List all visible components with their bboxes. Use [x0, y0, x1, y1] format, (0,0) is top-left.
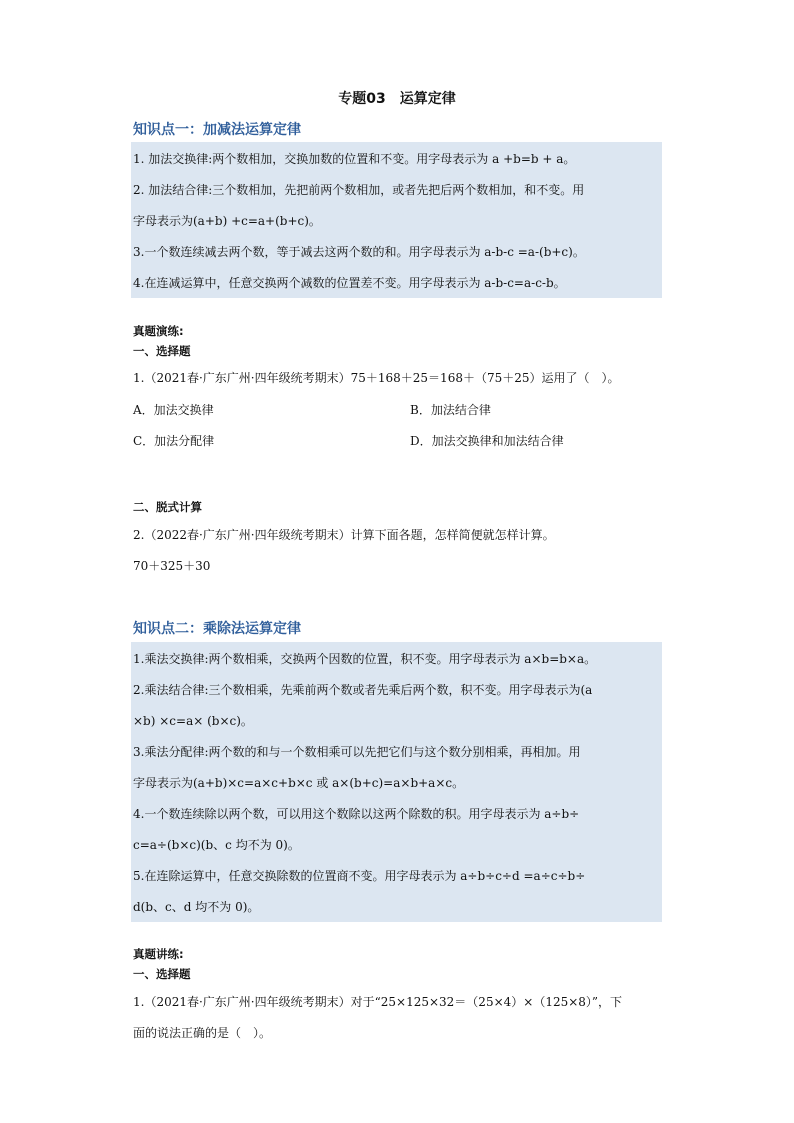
section2-heading: 知识点二：乘除法运算定律 — [133, 621, 301, 637]
practice1-question-1: 1.（2021春·广东广州·四年级统考期末）75＋168＋25＝168＋（75＋25）运用了（ ）。 — [133, 371, 620, 385]
practice1-part2-heading: 二、脱式计算 — [133, 500, 202, 514]
section1-line: 4.在连减运算中，任意交换两个减数的位置差不变。用字母表示为 a-b-c=a-c-b。 — [133, 276, 566, 290]
section2-line: d(b、c、d 均不为 0)。 — [133, 900, 260, 914]
practice1-heading: 真题演练: — [133, 324, 184, 338]
practice1-part1-heading: 一、选择题 — [133, 344, 191, 358]
section2-line: ×b) ×c=a× (b×c)。 — [133, 714, 253, 728]
page-title: 专题03 运算定律 — [338, 91, 456, 107]
practice2-question-1-line2: 面的说法正确的是（ ）。 — [133, 1026, 272, 1040]
section1-line: 3.一个数连续减去两个数，等于减去这两个数的和。用字母表示为 a-b-c =a-(b+c)。 — [133, 245, 585, 259]
section1-heading: 知识点一：加减法运算定律 — [133, 122, 301, 138]
section1-box — [131, 142, 662, 298]
practice1-question-2-expression: 70＋325＋30 — [133, 559, 211, 573]
section2-line: 1.乘法交换律:两个数相乘，交换两个因数的位置，积不变。用字母表示为 a×b=b×a。 — [133, 652, 597, 666]
section1-line: 1. 加法交换律:两个数相加，交换加数的位置和不变。用字母表示为 a +b=b + a。 — [133, 152, 576, 166]
practice1-question-2: 2.（2022春·广东广州·四年级统考期末）计算下面各题，怎样简便就怎样计算。 — [133, 528, 555, 542]
practice2-part1-heading: 一、选择题 — [133, 967, 191, 981]
option-a: A．加法交换律 — [133, 403, 214, 417]
section2-line: 5.在连除运算中，任意交换除数的位置商不变。用字母表示为 a÷b÷c÷d =a÷c÷b÷ — [133, 869, 586, 883]
section2-line: 字母表示为(a+b)×c=a×c+b×c 或 a×(b+c)=a×b+a×c。 — [133, 776, 465, 790]
section1-line: 字母表示为(a+b) +c=a+(b+c)。 — [133, 214, 321, 228]
option-d: D．加法交换律和加法结合律 — [410, 434, 564, 448]
section2-line: 3.乘法分配律:两个数的和与一个数相乘可以先把它们与这个数分别相乘，再相加。用 — [133, 745, 581, 759]
section2-box — [131, 642, 662, 922]
option-c: C．加法分配律 — [133, 434, 215, 448]
practice2-heading: 真题讲练: — [133, 947, 184, 961]
section2-line: c=a÷(b×c)(b、c 均不为 0)。 — [133, 838, 300, 852]
option-b: B．加法结合律 — [410, 403, 491, 417]
practice2-question-1-line1: 1.（2021春·广东广州·四年级统考期末）对于“25×125×32＝（25×4）×（125×8）”，下 — [133, 995, 623, 1009]
section2-line: 2.乘法结合律:三个数相乘，先乘前两个数或者先乘后两个数，积不变。用字母表示为(a — [133, 683, 593, 697]
section2-line: 4.一个数连续除以两个数，可以用这个数除以这两个除数的积。用字母表示为 a÷b÷ — [133, 807, 580, 821]
section1-line: 2. 加法结合律:三个数相加，先把前两个数相加，或者先把后两个数相加，和不变。用 — [133, 183, 585, 197]
